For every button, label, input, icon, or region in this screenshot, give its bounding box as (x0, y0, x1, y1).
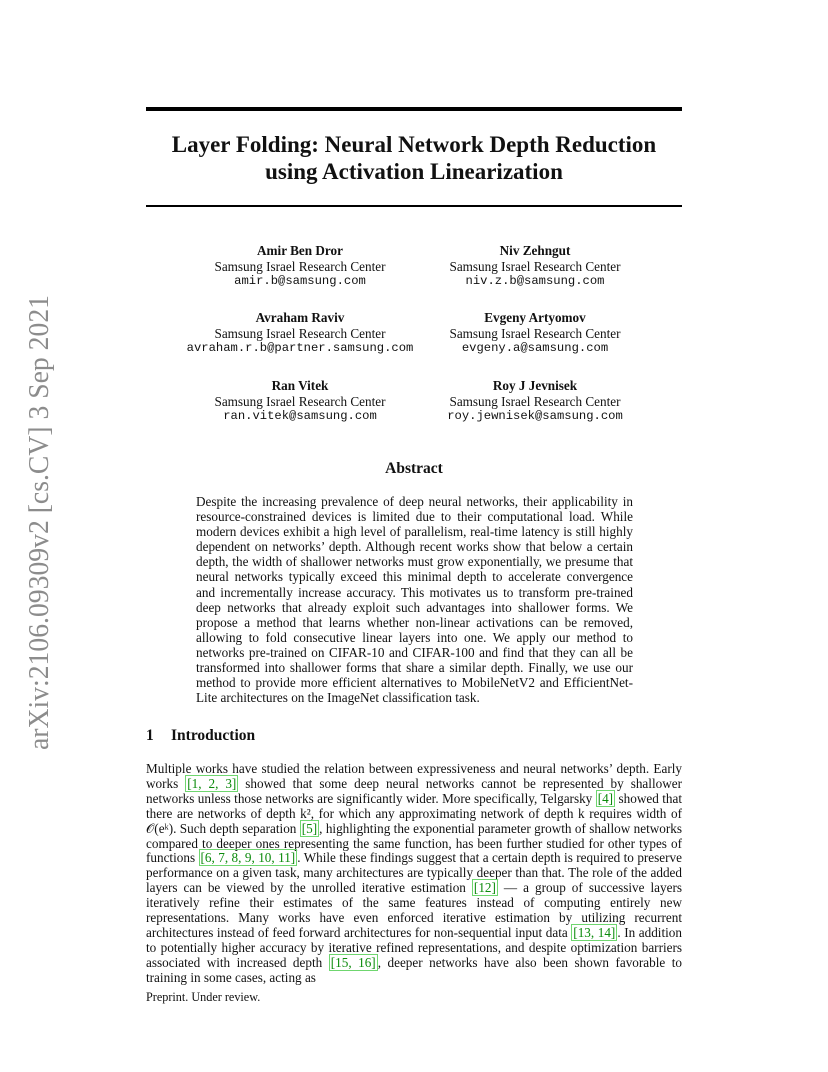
author-name: Evgeny Artyomov (484, 310, 586, 325)
intro-paragraph (146, 762, 682, 986)
intro-text: . While these findings suggest that a certain depth is required to preserve performance on a given task, many architectures are typically deeper than that. The role of the added layers can be viewed by the unrolled iterative estimation (146, 850, 682, 896)
paper-title (146, 131, 682, 185)
author-name: Niv Zehngut (499, 243, 571, 258)
author-block (170, 310, 430, 357)
author-name: Avraham Raviv (255, 310, 345, 325)
citation-link[interactable]: [4] (597, 790, 614, 806)
intro-text: . In addition to potentially higher accuracy by iterative refined representations, and despite optimization barriers associated with increased depth (146, 924, 682, 970)
citation-link[interactable]: [13, 14] (573, 924, 616, 940)
author-email: ran.vitek@samsung.com (223, 409, 377, 423)
citation-link[interactable]: [12] (473, 880, 496, 896)
intro-text: , deeper networks have also been shown favorable to training in some cases, acting as (146, 954, 682, 985)
author-email: niv.z.b@samsung.com (465, 274, 605, 288)
title-rule-top (146, 107, 682, 111)
footer-note: Preprint. Under review. (146, 990, 261, 1004)
citation-link[interactable]: [1, 2, 3] (187, 775, 237, 791)
section-heading (146, 727, 255, 745)
author-affiliation: Samsung Israel Research Center (214, 325, 386, 341)
intro-text: , highlighting the exponential parameter growth of shallow networks compared to deeper ones representing the same function, has been further studied for other types of functions (146, 820, 682, 866)
arxiv-id: arXiv:2106.09309v2 [cs.CV] 3 Sep 2021 (24, 295, 55, 750)
citation-link[interactable]: [5] (301, 820, 318, 836)
author-block (405, 378, 665, 425)
intro-text: showed that some deep neural networks cannot be represented by shallower networks unless those networks are significantly wider. More specifically, Telgarsky (146, 775, 682, 806)
title-line-1: Layer Folding: Neural Network Depth Reduction (171, 132, 657, 157)
author-email: evgeny.a@samsung.com (461, 341, 609, 355)
citation-link[interactable]: [6, 7, 8, 9, 10, 11] (200, 850, 296, 866)
abstract-heading: Abstract (385, 460, 443, 477)
author-email: amir.b@samsung.com (234, 274, 366, 288)
author-affiliation: Samsung Israel Research Center (214, 258, 386, 274)
author-block (170, 378, 430, 425)
author-name: Ran Vitek (271, 378, 329, 393)
author-block (170, 243, 430, 290)
arxiv-stamp (10, 295, 55, 755)
author-affiliation: Samsung Israel Research Center (449, 325, 621, 341)
author-name: Roy J Jevnisek (492, 378, 578, 393)
author-affiliation: Samsung Israel Research Center (449, 393, 621, 409)
title-line-2: using Activation Linearization (265, 159, 563, 184)
author-affiliation: Samsung Israel Research Center (214, 393, 386, 409)
author-block (405, 310, 665, 357)
intro-text: — a group of successive layers iteratively refine their estimates of the same features instead of computing entirely new representations. Many works have even enforced iterative estimation by utilizing recurrent architectures instead of feed forward architectures for non-sequential input data (146, 880, 682, 940)
title-rule-bottom (146, 205, 682, 207)
abstract-text: Despite the increasing prevalence of deep neural networks, their applicability in resource-constrained devices is limited due to their computational load. While modern devices exhibit a high level of parallelism, real-time latency is still highly dependent on networks’ depth. Although recent works show that below a certain depth, the width of shallower networks must grow exponentially, we presume that neural networks typically exceed this minimal depth to accelerate convergence and incrementally increase accuracy. This motivates us to transform pre-trained deep networks that already exploit such advantages into shallower forms. We propose a method that learns whether non-linear activations can be removed, allowing to fold consecutive linear layers into one. We apply our method to networks pre-trained on CIFAR-10 and CIFAR-100 and find that they can all be transformed into shallower forms that share a similar depth. Finally, we use our method to provide more efficient alternatives to MobileNetV2 and EfficientNet-Lite architectures on the ImageNet classification task. (196, 494, 633, 706)
section-number: 1 (146, 727, 154, 744)
author-block (405, 243, 665, 290)
author-email: avraham.r.b@partner.samsung.com (186, 341, 414, 355)
author-name: Amir Ben Dror (257, 243, 343, 258)
author-affiliation: Samsung Israel Research Center (449, 258, 621, 274)
citation-link[interactable]: [15, 16] (330, 954, 376, 970)
section-title: Introduction (171, 727, 256, 744)
intro-text: Multiple works have studied the relation between expressiveness and neural networks’ depth. Early works (146, 761, 682, 791)
intro-text: showed that there are networks of depth k², for which any approximating network of depth k requires width of 𝒪(eᵏ). Such depth separation (146, 790, 682, 836)
author-email: roy.jewnisek@samsung.com (447, 409, 623, 423)
